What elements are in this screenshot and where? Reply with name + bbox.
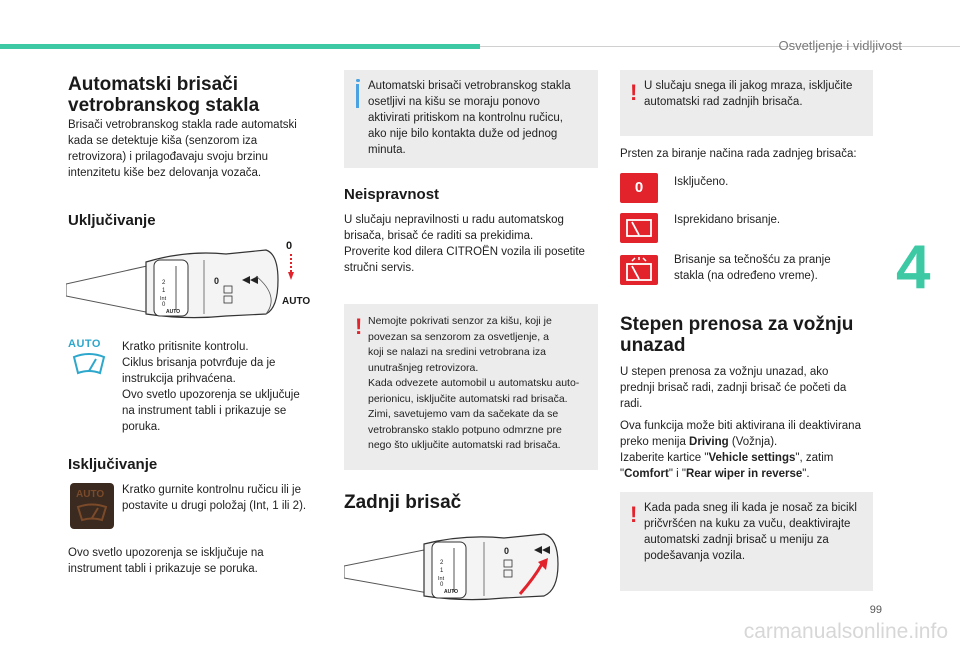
text-line: podešavanja vozila. bbox=[644, 550, 746, 562]
chapter-number: 4 bbox=[896, 233, 931, 302]
text-line: instrukcija prihvaćena. bbox=[122, 373, 236, 385]
text-span: preko menija bbox=[620, 436, 690, 448]
text-line: Ova funkcija može biti aktivirana ili deaktivirana bbox=[620, 420, 861, 432]
text-line: Ovo svetlo upozorenja se isključuje na bbox=[68, 547, 264, 559]
warning-box-text bbox=[644, 78, 872, 110]
text-line: Kratko pritisnite kontrolu. bbox=[122, 341, 249, 353]
text-line: koji se nalazi na sredini vetrobrana iza bbox=[368, 346, 547, 358]
ring-zero-mark: 0 bbox=[504, 546, 510, 556]
section-title-reverse-gear bbox=[620, 314, 853, 356]
dark-indicator-label: AUTO bbox=[76, 489, 105, 500]
text-line: unutrašnjeg retrovizora. bbox=[368, 361, 479, 374]
text-line: U slučaju nepravilnosti u radu automatskog bbox=[344, 214, 564, 226]
auto-indicator-label: AUTO bbox=[68, 338, 101, 350]
ring-zero-mark: 0 bbox=[214, 276, 220, 286]
text-line: stručni servis. bbox=[344, 262, 415, 274]
malfunction-paragraph bbox=[344, 212, 598, 276]
warning-icon: ! bbox=[630, 80, 638, 105]
header-accent-bar bbox=[0, 44, 480, 49]
text-line: perionicu, isključite automatski rad brisača. bbox=[368, 392, 568, 405]
text-line: nego što uključite automatski rad brisača. bbox=[368, 439, 561, 451]
text-span: ", zatim bbox=[795, 452, 834, 464]
text-span: " i " bbox=[668, 468, 686, 480]
text-line: U stepen prenosa za vožnju unazad, ako bbox=[620, 366, 829, 378]
setting-name: Rear wiper in reverse bbox=[685, 468, 803, 480]
function-paragraph bbox=[620, 418, 882, 482]
rear-wiper-intermittent-icon bbox=[620, 213, 658, 243]
text-line: prednji brisač radi, zadnji brisač će početi da bbox=[620, 382, 847, 394]
text-line bbox=[620, 434, 882, 450]
warning-box-sensor bbox=[344, 304, 598, 470]
text-line bbox=[620, 450, 882, 466]
windshield-wiper-icon bbox=[72, 353, 106, 377]
text-span: (Vožnja). bbox=[728, 436, 778, 448]
watermark: carmanualsonline.info bbox=[743, 620, 948, 643]
text-line bbox=[620, 466, 882, 482]
text-span: " bbox=[620, 468, 625, 480]
stalk-mark: Int bbox=[438, 576, 445, 582]
rear-window-wiper-icon bbox=[620, 213, 658, 243]
chapter-title: Osvetljenje i vidljivost bbox=[778, 38, 902, 53]
auto-wiper-off-indicator-icon bbox=[70, 483, 114, 529]
text-line: intenzitetu kiše bez delovanja vozača. bbox=[68, 167, 262, 179]
outro-paragraph bbox=[68, 545, 318, 577]
text-line: U slučaju snega ili jakog mraza, isključite bbox=[644, 80, 853, 92]
stalk-mark: 1 bbox=[440, 568, 444, 574]
stalk-mark: 1 bbox=[162, 288, 166, 294]
text-line: postavite u drugi položaj (Int, 1 ili 2). bbox=[122, 500, 307, 512]
rear-window-washer-icon bbox=[620, 255, 658, 285]
info-box-text bbox=[368, 78, 594, 158]
text-line: pričvršćen na kuku za vuču, deaktivirajte bbox=[644, 518, 851, 530]
text-line: Ovo svetlo upozorenja se uključuje bbox=[122, 389, 300, 401]
stalk-mark: 0 bbox=[440, 582, 444, 588]
text-line: Brisači vetrobranskog stakla rade automatski bbox=[68, 119, 297, 131]
stalk-mark: AUTO bbox=[166, 309, 181, 315]
mode-intermittent-label: Isprekidano brisanje. bbox=[674, 214, 781, 226]
intro-paragraph bbox=[68, 117, 318, 181]
warning-icon: ! bbox=[630, 502, 638, 527]
section-title-rear-wiper: Zadnji brisač bbox=[344, 492, 462, 513]
text-line: vetrobransko staklo potpuno odmrzne pre bbox=[368, 423, 562, 436]
reverse-paragraph bbox=[620, 364, 878, 412]
text-line: stakla (na određeno vreme). bbox=[674, 270, 818, 282]
stalk-mark: Int bbox=[160, 296, 167, 302]
stalk-mark: 2 bbox=[440, 560, 444, 566]
title-line: vetrobranskog stakla bbox=[68, 95, 260, 116]
text-line: retrovizora) i prilagođavaju svoju brzinu bbox=[68, 151, 269, 163]
warning-box-bike-carrier bbox=[620, 492, 873, 591]
text-line: Ciklus brisanja potvrđuje da je bbox=[122, 357, 276, 369]
warning-box-text bbox=[368, 314, 596, 454]
menu-name: Driving bbox=[689, 436, 729, 448]
text-line: ako nije bilo kontakta duže od jednog bbox=[368, 128, 558, 140]
off-tile-label: 0 bbox=[634, 179, 644, 196]
text-line: osetljivi na kišu se moraju ponovo bbox=[368, 96, 540, 108]
wiper-stalk-illustration-auto bbox=[66, 236, 316, 326]
text-line: Kada pada sneg ili kada je nosač za bicikl bbox=[644, 502, 857, 514]
text-line: instrument tabli i prikazuje se poruka. bbox=[68, 563, 258, 575]
info-box bbox=[344, 70, 598, 168]
title-line: Stepen prenosa za vožnju bbox=[620, 314, 854, 335]
heading-activation: Uključivanje bbox=[68, 212, 156, 229]
ring-description: Prsten za biranje načina rada zadnjeg brisača: bbox=[620, 148, 857, 160]
text-line: minuta. bbox=[368, 144, 406, 156]
stalk-mark: 0 bbox=[162, 302, 166, 308]
mode-wash-label bbox=[674, 252, 874, 284]
push-arrow-icon bbox=[288, 254, 302, 284]
text-line: aktivirati pritiskom na kontrolnu ručicu, bbox=[368, 112, 563, 124]
deactivation-description bbox=[122, 482, 327, 514]
text-line: Automatski brisači vetrobranskog stakla bbox=[368, 80, 571, 92]
text-line: Kratko gurnite kontrolnu ručicu ili je bbox=[122, 484, 301, 496]
rear-wiper-wash-icon bbox=[620, 255, 658, 285]
text-span: Izaberite kartice " bbox=[620, 452, 709, 464]
text-line: poruka. bbox=[122, 421, 161, 433]
tab-name: Vehicle settings bbox=[708, 452, 796, 464]
stalk-auto-label: AUTO bbox=[282, 296, 311, 307]
title-line: unazad bbox=[620, 335, 686, 356]
wiper-stalk-illustration-rear bbox=[344, 524, 574, 604]
info-icon bbox=[356, 84, 359, 108]
title-line: Automatski brisači bbox=[68, 74, 238, 95]
text-line: brisača, brisač će raditi sa prekidima. bbox=[344, 230, 534, 242]
text-line: Zimi, savetujemo vam da sačekate da se bbox=[368, 408, 559, 420]
activation-description bbox=[122, 339, 322, 435]
heading-malfunction: Neispravnost bbox=[344, 186, 440, 203]
page-number: 99 bbox=[869, 604, 882, 616]
section-title-automatic-wipers bbox=[68, 74, 259, 116]
text-line: automatski rad zadnjih brisača. bbox=[644, 96, 803, 108]
warning-box-text bbox=[644, 500, 872, 564]
heading-deactivation: Isključivanje bbox=[68, 456, 158, 473]
text-line: na instrument tabli i prikazuje se bbox=[122, 405, 287, 417]
stalk-zero-label: 0 bbox=[286, 240, 293, 252]
text-line: Brisanje sa tečnošću za pranje bbox=[674, 254, 831, 266]
text-line: povezan sa senzorom za osvetljenje, a bbox=[368, 330, 549, 343]
stalk-mark: AUTO bbox=[444, 589, 459, 595]
text-line: Proverite kod dilera CITROËN vozila ili posetite bbox=[344, 246, 585, 258]
text-span: ". bbox=[802, 468, 810, 480]
auto-wiper-indicator-icon bbox=[68, 338, 116, 366]
stalk-mark: 2 bbox=[162, 280, 166, 286]
rear-wiper-off-icon bbox=[620, 173, 658, 203]
windshield-wiper-icon-dim bbox=[76, 503, 108, 523]
text-line: automatski zadnji brisač u meniju za bbox=[644, 534, 829, 546]
text-line: kada se detektuje kiša (senzorom iza bbox=[68, 135, 258, 147]
text-line: Nemojte pokrivati senzor za kišu, koji je bbox=[368, 315, 552, 327]
text-line: radi. bbox=[620, 398, 643, 410]
mode-off-label: Isključeno. bbox=[674, 176, 729, 188]
warning-box-snow bbox=[620, 70, 873, 136]
text-line: Kada odvezete automobil u automatsku auto- bbox=[368, 377, 580, 389]
warning-icon: ! bbox=[355, 314, 363, 339]
tab-name: Comfort bbox=[624, 468, 669, 480]
